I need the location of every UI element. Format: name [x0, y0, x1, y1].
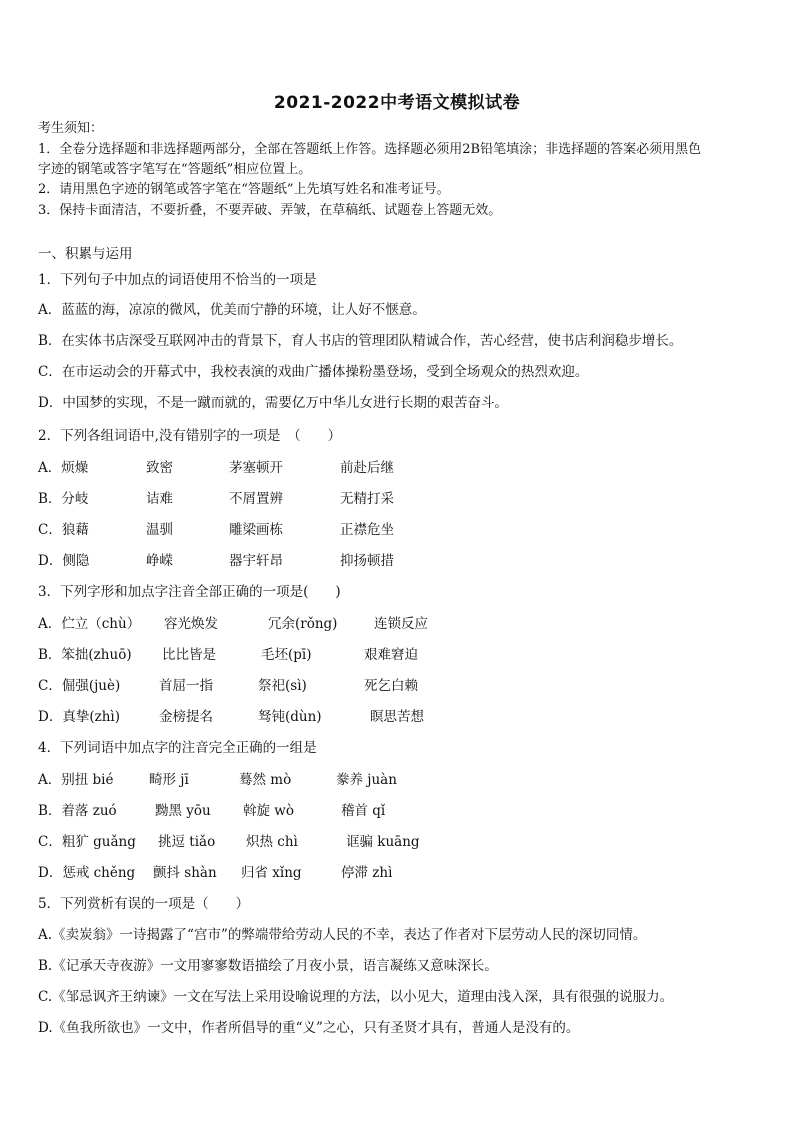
- answer-option: B．在实体书店深受互联网冲击的背景下，育人书店的管理团队精诚合作，苦心经营，使书店利润稳步增长。: [38, 333, 683, 349]
- option-cell: 无精打采: [340, 491, 394, 507]
- question-stem: 1．下列句子中加点的词语使用不恰当的一项是: [38, 272, 317, 288]
- option-cell: A．烦燥: [38, 460, 89, 476]
- option-cell: 蓦然 mò: [239, 772, 292, 788]
- option-cell: A．伫立（chù）: [38, 616, 141, 632]
- option-cell: 茅塞顿开: [229, 460, 283, 476]
- option-cell: 比比皆是: [162, 647, 216, 663]
- answer-option: A.《卖炭翁》一诗揭露了“宫市”的弊端带给劳动人民的不幸，表达了作者对下层劳动人民的深切同情。: [38, 927, 647, 943]
- option-cell: 前赴后继: [340, 460, 394, 476]
- question-stem: 5．下列赏析有误的一项是（ ）: [38, 896, 250, 912]
- notice-heading: 考生须知：: [38, 121, 104, 136]
- option-cell: 温驯: [146, 522, 173, 538]
- option-cell: 冗余(rǒng): [268, 616, 338, 632]
- option-cell: 艰难窘迫: [364, 647, 418, 663]
- question-stem: 4．下列词语中加点字的注音完全正确的一组是: [38, 740, 317, 756]
- answer-option: B.《记承天寺夜游》一文用寥寥数语描绘了月夜小景，语言凝练又意味深长。: [38, 958, 498, 974]
- option-cell: 正襟危坐: [340, 522, 394, 538]
- question-stem: 2．下列各组词语中,没有错别字的一项是 （ ）: [38, 428, 342, 444]
- answer-option: A．蓝蓝的海，凉凉的微风，优美而宁静的环境，让人好不惬意。: [38, 302, 426, 318]
- option-cell: 雕梁画栋: [229, 522, 283, 538]
- option-cell: A．别扭 bié: [38, 772, 114, 788]
- answer-option: D．中国梦的实现，不是一蹴而就的，需要亿万中华儿女进行长期的艰苦奋斗。: [38, 395, 508, 411]
- option-cell: 驽钝(dùn): [258, 709, 322, 725]
- notice-item: 1．全卷分选择题和非选择题两部分，全部在答题纸上作答。选择题必须用2B铅笔填涂；非选择题的答案必须用黑色: [38, 142, 702, 157]
- option-cell: 诘难: [146, 491, 173, 507]
- answer-option: C.《邹忌讽齐王纳谏》一文在写法上采用设喻说理的方法，以小见大，道理由浅入深，具有很强的说服力。: [38, 989, 674, 1005]
- option-cell: C．倔强(juè): [38, 678, 121, 694]
- option-cell: 颤抖 shàn: [153, 865, 217, 881]
- option-cell: 瞑思苦想: [370, 709, 424, 725]
- option-cell: C．狼藉: [38, 522, 89, 538]
- option-cell: 畸形 jī: [149, 772, 189, 788]
- option-cell: 诓骗 kuāng: [346, 834, 420, 850]
- option-cell: 容光焕发: [164, 616, 218, 632]
- notice-item: 3．保持卡面清洁，不要折叠，不要弄破、弄皱，在草稿纸、试题卷上答题无效。: [38, 203, 502, 218]
- option-cell: 毛坯(pī): [261, 647, 312, 663]
- option-cell: D．侧隐: [38, 553, 90, 569]
- option-cell: 祭祀(sì): [258, 678, 307, 694]
- option-cell: B．分岐: [38, 491, 89, 507]
- option-cell: D．惩戒 chěng: [38, 865, 136, 881]
- option-cell: C．粗犷 guǎng: [38, 834, 136, 850]
- option-cell: 抑扬顿措: [340, 553, 394, 569]
- option-cell: B．着落 zuó: [38, 803, 117, 819]
- answer-option: C．在市运动会的开幕式中，我校表演的戏曲广播体操粉墨登场，受到全场观众的热烈欢迎。: [38, 364, 589, 380]
- option-cell: 挑逗 tiǎo: [158, 834, 216, 850]
- option-cell: 豢养 juàn: [336, 772, 397, 788]
- option-cell: 器宇轩昂: [229, 553, 283, 569]
- option-cell: 斡旋 wò: [243, 803, 294, 819]
- option-cell: B．笨拙(zhuō): [38, 647, 132, 663]
- option-cell: 峥嵘: [146, 553, 173, 569]
- option-cell: 炽热 chì: [246, 834, 298, 850]
- option-cell: 归省 xǐng: [241, 865, 302, 881]
- option-cell: D．真挚(zhì): [38, 709, 120, 725]
- answer-option: D.《鱼我所欲也》一文中，作者所倡导的重“义”之心，只有圣贤才具有，普通人是没有的。: [38, 1020, 580, 1036]
- option-cell: 致密: [146, 460, 173, 476]
- section-heading: 一、积累与运用: [38, 246, 133, 262]
- option-cell: 首屈一指: [159, 678, 213, 694]
- option-cell: 不屑置辨: [229, 491, 283, 507]
- option-cell: 稽首 qǐ: [341, 803, 386, 819]
- option-cell: 死乞白赖: [364, 678, 418, 694]
- option-cell: 金榜提名: [159, 709, 213, 725]
- option-cell: 连锁反应: [374, 616, 428, 632]
- notice-item: 2．请用黑色字迹的钢笔或答字笔在“答题纸”上先填写姓名和准考证号。: [38, 182, 450, 197]
- option-cell: 黝黑 yōu: [155, 803, 211, 819]
- question-stem: 3．下列字形和加点字注音全部正确的一项是( ): [38, 584, 341, 600]
- option-cell: 停滞 zhì: [341, 865, 393, 881]
- notice-item: 字迹的钢笔或答字笔写在“答题纸”相应位置上。: [38, 162, 312, 177]
- page-title: 2021-2022中考语文模拟试卷: [273, 93, 521, 113]
